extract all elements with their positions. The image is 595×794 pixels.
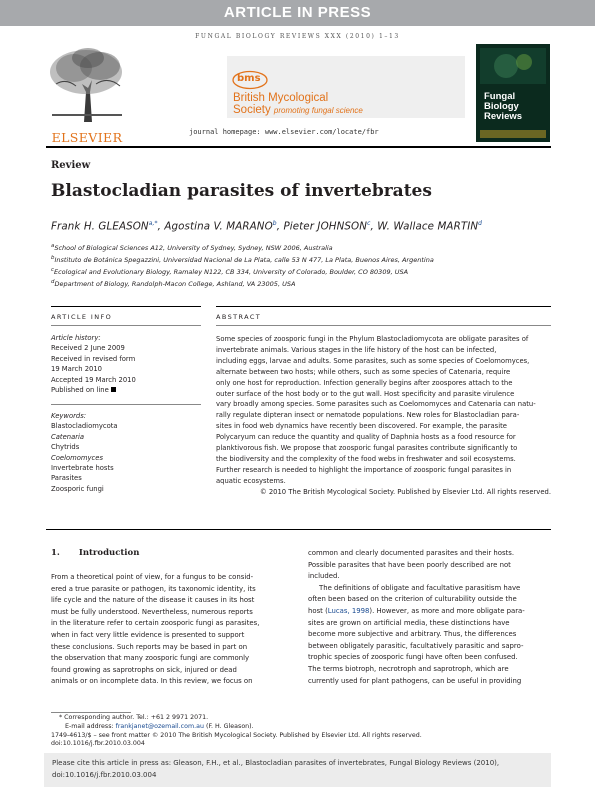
author-sup[interactable]: a,* — [148, 220, 158, 227]
running-head: FUNGAL BIOLOGY REVIEWS XXX (2010) 1–13 — [195, 33, 400, 40]
body-line: the observation that many zoosporic fungi are commonly — [51, 654, 250, 663]
citation-text — [52, 758, 547, 781]
body-line: often been based on the criterion of culturability outside the — [308, 595, 517, 604]
journal-homepage — [189, 128, 379, 136]
body-line: The terms biotroph, necrotroph and saprotroph, which are — [308, 664, 509, 673]
abstract-line: planktivorous fish. We propose that zoosporic fungal parasites contribute significantly to — [216, 444, 518, 453]
journal-cover — [476, 44, 550, 142]
author-name: Pieter JOHNSON — [283, 220, 368, 233]
intro-title: Introduction — [78, 548, 140, 558]
body-line: Possible parasites that have been poorly described are not — [308, 560, 511, 569]
history-item: Received in revised form — [51, 354, 136, 363]
cover-title-line1: Fungal — [484, 91, 516, 102]
abstract-line: alternate between two hosts; while others, such as some species of Catenaria, require — [216, 367, 511, 376]
affiliation-text: Department of Biology, Randolph-Macon College, Ashland, VA 23005, USA — [54, 279, 296, 288]
citation-line1: Please cite this article in press as: Gleason, F.H., et al., Blastocladian parasites of invertebrates, Fungal Biology Reviews (2010), — [52, 759, 500, 767]
body-line: found growing as saprotrophs on sick, injured or dead — [51, 665, 237, 674]
article-history — [51, 333, 201, 395]
author-list: Frank H. $GLEASON^{a,*}$, Agostina V. MARANO$^b$, Pieter JOHNSON$^c$, W. Wallace MARTIN$^d$ — [51, 220, 483, 233]
elsevier-wordmark: ELSEVIER — [51, 130, 123, 145]
body-line: ered a true parasite or pathogen, its taxonomic identity, its — [51, 584, 256, 593]
history-item: 19 March 2010 — [51, 365, 102, 374]
abstract-line: including eggs, larvae and adults. Some parasites, such as some species of Coelomomyces, — [216, 356, 530, 365]
author-name: Agostina V. MARANO — [164, 220, 273, 233]
keywords-label: Keywords: — [51, 412, 87, 420]
history-item: Accepted 19 March 2010 — [51, 375, 136, 384]
body-line: become more subjective and arbitrary. Thus, the differences — [308, 630, 517, 639]
elsevier-tree-icon — [46, 44, 128, 124]
author-sup[interactable]: b — [272, 220, 277, 227]
body-line: in the literature refer to certain zoosporic fungi as parasites, — [51, 619, 260, 628]
elsevier-logo — [46, 44, 128, 145]
affiliation-item — [51, 254, 551, 266]
abstract-line: only one host for reproduction. Infection generally begins after zoospores attach to the — [216, 378, 513, 387]
abstract-line: Further research is needed to highlight the importance of zoosporic fungal parasites in — [216, 465, 512, 474]
cover-title-line3: Reviews — [484, 111, 523, 122]
issn-line: 1749-4613/$ – see front matter © 2010 The British Mycological Society. Published by Elsevier Ltd. All rights reserved. — [51, 731, 422, 739]
affiliation-text: Ecological and Evolutionary Biology, Ramaley N122, CB 334, University of Colorado, Boulder, CO 80309, USA — [53, 267, 409, 276]
author-name: Frank H. GLEASON — [51, 220, 149, 233]
keyword-item: Parasites — [51, 474, 82, 483]
body-line: life cycle and the nature of the disease it causes in its host — [51, 596, 255, 605]
homepage-url[interactable]: www.elsevier.com/locate/fbr — [264, 128, 379, 136]
body-line: when in fact very little evidence is presented to support — [51, 630, 245, 639]
body-line: included. — [308, 572, 340, 581]
body-line: between obligately parasitic, facultatively parasitic and sapro- — [308, 641, 524, 650]
abstract-body — [216, 334, 551, 498]
cover-title — [484, 92, 522, 122]
keyword-item: Coelomomyces — [51, 453, 104, 462]
email-suffix: (F. H. Gleason). — [203, 722, 254, 730]
front-matter-rule — [46, 529, 551, 530]
abstract-line: rally regulate dipteran insect or nematode populations. New roles for Blastocladian para- — [216, 411, 520, 420]
corresponding-author-note: * Corresponding author. Tel.: +61 2 9971 2071. — [59, 714, 209, 721]
keyword-item: Invertebrate hosts — [51, 464, 114, 473]
history-item: Published on line — [51, 386, 109, 395]
intro-left-column — [51, 572, 294, 688]
abstract-line: sites in food web dynamics have recently been discovered. For example, the parasite — [216, 422, 507, 431]
body-line: animals or on incomplete data. In this review, we focus on — [51, 677, 253, 686]
article-in-press-banner: ARTICLE IN PRESS — [0, 0, 595, 26]
society-name-line2: Society — [233, 104, 271, 116]
homepage-label: journal homepage: — [189, 128, 265, 136]
footnotes — [51, 714, 422, 749]
keyword-item: Catenaria — [51, 432, 85, 441]
cover-title-line2: Biology — [484, 101, 519, 112]
keyword-item: Zoosporic fungi — [51, 484, 104, 493]
author-sup[interactable]: c — [367, 220, 371, 227]
affiliation-text: School of Biological Sciences A12, University of Sydney, Sydney, NSW 2006, Australia — [54, 244, 333, 253]
abstract-line: Polycaryum can reduce the quantity and quality of Daphnia hosts as a food resource for — [216, 433, 516, 442]
email-label: E-mail address: — [65, 722, 116, 730]
abstract-line: Some species of zoosporic fungi in the Phylum Blastocladiomycota are obligate parasites of — [216, 335, 529, 343]
abstract-line: outer surface of the host body or to the gut wall. Host specificity and parasite virulence — [216, 389, 515, 398]
article-info-heading: ARTICLE INFO — [51, 313, 113, 321]
affiliation-sup: b — [51, 254, 55, 261]
body-line: must be fully understood. Nevertheless, numerous reports — [51, 607, 253, 616]
citation-line2: doi:10.1016/j.fbr.2010.03.004 — [52, 770, 157, 779]
abstract-heading: ABSTRACT — [216, 313, 262, 321]
body-line: host (Lucas, 1998). However, as more and more obligate para- — [308, 606, 525, 615]
affiliation-item — [51, 278, 551, 290]
affiliation-item — [51, 242, 551, 254]
affiliation-sup: a — [51, 243, 55, 249]
header-rule — [46, 146, 551, 148]
body-line: sites are grown on artificial media, these distinctions have — [308, 618, 510, 627]
body-line: From a theoretical point of view, for a fungus to be consid- — [51, 573, 254, 581]
body-line: The definitions of obligate and facultative parasitism have — [319, 583, 521, 592]
article-type: Review — [51, 160, 91, 171]
affiliation-text: Instituto de Botánica Spegazzini, Universidad Nacional de La Plata, calle 53 N 477, La Plata, Buenos Aires, Argentina — [54, 256, 434, 265]
abstract-line: the biodiversity and the complexity of the food webs in freshwater and soil ecosystems. — [216, 454, 516, 463]
author-name: W. Wallace MARTIN — [377, 220, 479, 233]
intro-heading — [51, 548, 139, 558]
affiliation-sup: d — [51, 278, 55, 285]
body-line: these conclusions. Such reports may be based in part on — [51, 642, 248, 651]
keyword-item: Blastocladiomycota — [51, 422, 118, 431]
affiliations — [51, 242, 551, 289]
square-icon — [111, 387, 116, 392]
abstract-rule-top — [216, 306, 551, 307]
doi-line: doi:10.1016/j.fbr.2010.03.004 — [51, 740, 145, 748]
society-name — [233, 92, 363, 117]
keyword-item: Chytrids — [51, 443, 80, 452]
history-keywords-rule — [51, 404, 201, 405]
affiliation-item — [51, 266, 551, 278]
body-line: common and clearly documented parasites and their hosts. — [308, 549, 515, 557]
body-line: trophic species of zoosporic fungi have often been confused. — [308, 653, 518, 662]
citation-link[interactable]: Lucas, 1998 — [327, 606, 370, 615]
intro-right-column — [308, 548, 551, 687]
email-link[interactable]: frankjanet@ozemail.com.au — [115, 722, 204, 730]
intro-number: 1. — [51, 548, 60, 558]
article-info-rule-bottom — [51, 325, 201, 326]
footnote-rule — [51, 712, 131, 713]
abstract-line: invertebrate animals. Various stages in the life history of the host can be infected, — [216, 345, 497, 354]
keywords — [51, 411, 201, 494]
society-name-line1: British Mycological — [233, 92, 329, 104]
email-note — [51, 723, 422, 732]
copyright-line: © 2010 The British Mycological Society. Published by Elsevier Ltd. All rights reserved. — [259, 487, 551, 496]
bms-badge-text: bms — [237, 73, 261, 84]
affiliation-sup: c — [51, 266, 54, 273]
body-line: currently used for plant pathogens, can be useful in providing — [308, 676, 522, 685]
author-sup[interactable]: d — [478, 220, 483, 227]
article-info-rule-top — [51, 306, 201, 307]
article-title: Blastocladian parasites of invertebrates — [51, 181, 432, 201]
society-tagline: promoting fungal science — [273, 106, 363, 115]
history-item: Received 2 June 2009 — [51, 344, 125, 353]
abstract-rule-bottom — [216, 325, 551, 326]
history-label: Article history: — [51, 334, 101, 342]
abstract-line: aquatic ecosystems. — [216, 476, 286, 485]
abstract-line: vary broadly among species. Some parasites such as Coelomomyces and Catenaria can natu- — [216, 400, 536, 409]
